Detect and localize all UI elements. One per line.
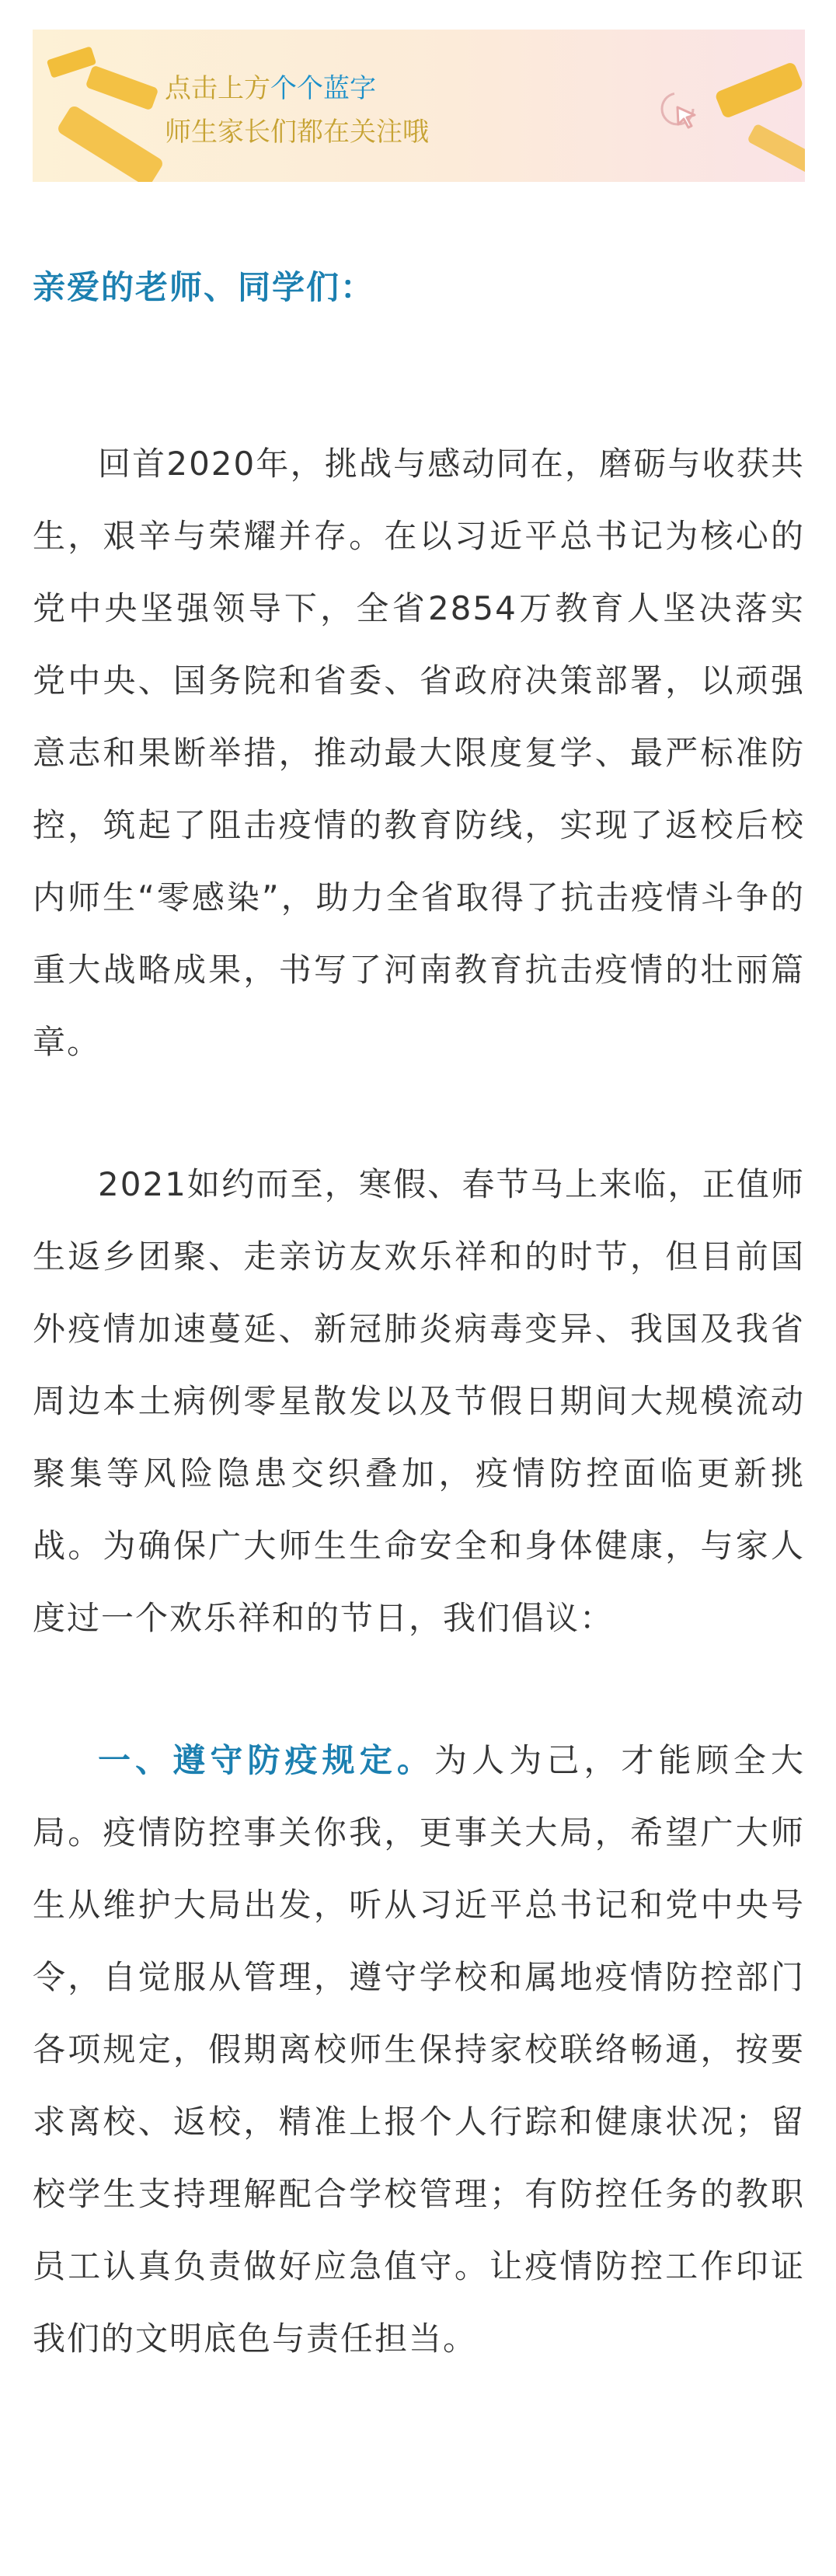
paragraph-3 bbox=[33, 1724, 805, 2375]
paragraph-3-body: 为人为己，才能顾全大局。疫情防控事关你我，更事关大局，希望广大师生从维护大局出发，听从习近平总书记和党中央号令，自觉服从管理，遵守学校和属地疫情防控部门各项规定，假期离校师生保持家校联络畅通，按要求离校、返校，精准上报个人行踪和健康状况；留校学生支持理解配合学校管理；有防控任务的教职员工认真负责做好应急值守。让疫情防控工作印证我们的文明底色与责任担当。 bbox=[33, 1741, 805, 2358]
section-heading-1: 一、遵守防疫规定。 bbox=[98, 1741, 434, 1779]
banner-line-1-prefix: 点击上方 bbox=[165, 73, 270, 104]
follow-banner[interactable] bbox=[33, 30, 805, 182]
decor-shape bbox=[714, 61, 803, 120]
banner-line-2: 师生家长们都在关注哦 bbox=[165, 117, 429, 148]
paragraph-2: 2021如约而至，寒假、春节马上来临，正值师生返乡团聚、走亲访友欢乐祥和的时节，但目前国外疫情加速蔓延、新冠肺炎病毒变异、我国及我省周边本土病例零星散发以及节假日期间大规模流动聚集等风险隐患交织叠加，疫情防控面临更新挑战。为确保广大师生生命安全和身体健康，与家人度过一个欢乐祥和的节日，我们倡议： bbox=[33, 1165, 805, 1637]
decor-shape bbox=[85, 65, 159, 111]
article-body bbox=[33, 264, 805, 2375]
greeting: 亲爱的老师、同学们： bbox=[33, 268, 375, 306]
banner-line-1 bbox=[165, 70, 376, 107]
click-cursor-icon bbox=[654, 84, 709, 138]
decor-shape bbox=[56, 104, 165, 182]
decor-shape bbox=[747, 123, 805, 173]
banner-line-1-highlight[interactable]: 个个蓝字 bbox=[270, 73, 376, 104]
paragraph-1: 回首2020年，挑战与感动同在，磨砺与收获共生，艰辛与荣耀并存。在以习近平总书记为核心的党中央坚强领导下，全省2854万教育人坚决落实党中央、国务院和省委、省政府决策部署，以顽强意志和果断举措，推动最大限度复学、最严标准防控，筑起了阻击疫情的教育防线，实现了返校后校内师生“零感染”，助力全省取得了抗击疫情斗争的重大战略成果，书写了河南教育抗击疫情的壮丽篇章。 bbox=[33, 445, 805, 1061]
